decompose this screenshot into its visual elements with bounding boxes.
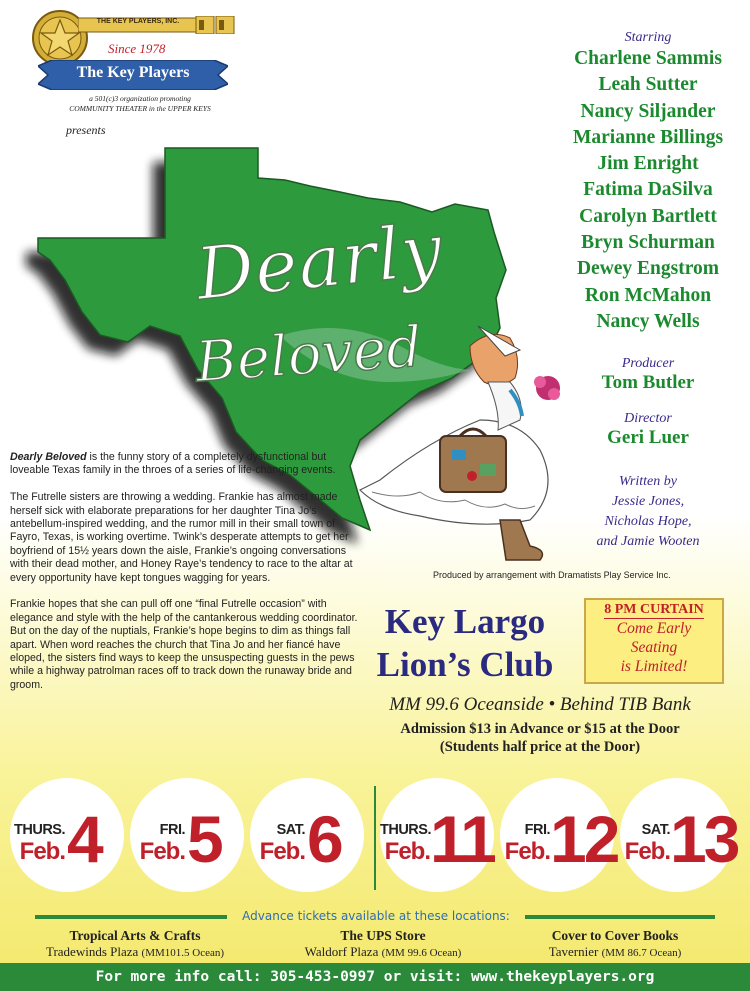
arrangement-note: Produced by arrangement with Dramatists Play Service Inc. [433,570,671,580]
director-label: Director [624,411,672,426]
date-number: 13 [670,802,738,876]
cast-member: Bryn Schurman [581,232,715,254]
logo-tagline [50,94,230,114]
date-day: SAT. [641,822,670,838]
synopsis-title: Dearly Beloved [10,451,87,463]
tickets-heading-text: Advance tickets available at these locations: [242,909,510,923]
date-number: 6 [307,802,341,876]
synopsis [10,451,360,706]
heading-rule-left [35,915,227,919]
logo-tagline-2: COMMUNITY THEATER in the UPPER KEYS [69,104,211,113]
director-name: Geri Luer [607,427,689,448]
date-number: 5 [187,802,221,876]
logo-since: Since 1978 [108,41,166,56]
curtain-time: 8 PM CURTAIN [604,602,704,617]
cast-label: Starring [624,30,672,45]
shop-address [20,944,250,960]
synopsis-paragraph-1 [10,451,360,478]
date-number: 4 [67,802,101,876]
date-month: Feb. [19,838,65,865]
performance-date [250,778,364,892]
venue-line-2: Lion’s Club [376,645,554,684]
cast-member: Jim Enright [597,153,699,175]
ticket-location [268,928,498,960]
synopsis-paragraph-3: Frankie hopes that she can pull off one “final Futrelle occasion” with elegance and style with the help of the cantankerous wedding coordinator. But on the day of the nuptials, Frankie’s hope begins to dim as things fall apart. When word reaches the church that Tina Jo and her fiancé have eloped, the sisters find ways to keep the unsuspecting guests in the pews while a highway patrolman races off to track down the runaway bride and groom. [10,598,358,691]
heading-rule-right [525,915,715,919]
cast-member: Dewey Engstrom [576,258,720,280]
shop-address [500,944,730,960]
synopsis-paragraph-2: The Futrelle sisters are throwing a wedding. Frankie has almost made herself sick with elaborate preparations for her daughter Tina Jo’s antebellum-inspired wedding, and the rumor mill in their small town of Fayro, Texas, is working overtime. Twink’s desperate attempts to get her boyfriend of 15½ years down the aisle, Frankie’s ongoing conversations with their dead mother, and Honey Raye’s tendency to race to the altar at every opportunity have kept tongues wagging for years. [10,491,353,584]
director-credit [553,411,743,449]
date-day: FRI. [524,822,550,838]
synopsis-intro: is the funny story of a completely dysfunctional but loveable Texas family in the throes of a series of life-changing events. [10,451,336,477]
shop-mile-marker: (MM101.5 Ocean) [141,947,225,959]
presents-text: presents [66,123,106,137]
footer-contact: For more info call: 305-453-0997 or visit: www.thekeyplayers.org [0,963,750,991]
writer-name: Nicholas Hope, [604,514,692,529]
shop-address [268,944,498,960]
date-day: THURS. [380,822,431,838]
writers-credit [553,472,743,552]
admission-info [330,720,750,756]
producer-name: Tom Butler [601,372,695,393]
date-divider [374,786,376,890]
performance-date [130,778,244,892]
producer-label: Producer [621,356,675,371]
date-day: SAT. [276,822,305,838]
performance-date [500,778,618,892]
cast-member: Marianne Billings [572,126,724,148]
cast-member: Nancy Siljander [580,100,716,122]
shop-name: The UPS Store [340,928,426,943]
ticket-location [500,928,730,960]
date-month: Feb. [384,838,430,865]
logo-key-text: THE KEY PLAYERS, INC. [96,18,180,25]
date-month: Feb. [504,838,550,865]
shop-place: Tavernier [548,944,599,959]
date-day: THURS. [14,822,65,838]
writer-name: Jessie Jones, [611,494,685,509]
date-month: Feb. [624,838,670,865]
curtain-box [584,598,724,684]
cast-member: Leah Sutter [598,74,698,96]
key-players-logo [30,8,240,123]
suitcase [440,436,506,492]
shop-mile-marker: (MM 99.6 Ocean) [381,947,462,959]
shop-name: Tropical Arts & Crafts [69,928,201,943]
cowboy-boot [500,520,542,560]
curtain-note-3: is Limited! [620,658,688,675]
logo-name: The Key Players [76,64,190,81]
performance-date [620,778,738,892]
shop-mile-marker: (MM 86.7 Ocean) [601,947,682,959]
cast-list [553,30,743,335]
logo-tagline-1: a 501(c)3 organization promoting [89,94,191,103]
date-month: Feb. [259,838,305,865]
date-number: 11 [430,802,494,876]
shop-place: Waldorf Plaza [304,944,379,959]
writer-name: and Jamie Wooten [596,534,700,549]
venue-line-1: Key Largo [384,602,546,641]
cast-member: Charlene Sammis [574,48,722,69]
cast-member: Carolyn Bartlett [579,205,717,227]
venue-location: MM 99.6 Oceanside • Behind TIB Bank [389,694,691,715]
admission-price: Admission $13 in Advance or $15 at the Door [400,721,680,737]
shop-name: Cover to Cover Books [551,928,679,943]
title-beloved: Beloved [193,314,425,396]
date-month: Feb. [139,838,185,865]
ticket-location [20,928,250,960]
performance-date [380,778,494,892]
admission-student-note: (Students half price at the Door) [439,739,641,755]
tickets-heading [35,909,715,925]
cast-member: Nancy Wells [596,310,700,332]
shop-place: Tradewinds Plaza [45,944,139,959]
title-dearly: Dearly [191,206,447,317]
venue-name [350,600,580,686]
performance-date [10,778,124,892]
cast-member: Ron McMahon [584,284,712,306]
cast-member: Fatima DaSilva [583,179,713,201]
curtain-note-1: Come Early [616,620,692,637]
date-number: 12 [550,802,618,876]
curtain-note-2: Seating [630,639,678,656]
producer-credit [553,356,743,394]
writers-label: Written by [619,474,677,489]
date-day: FRI. [159,822,185,838]
